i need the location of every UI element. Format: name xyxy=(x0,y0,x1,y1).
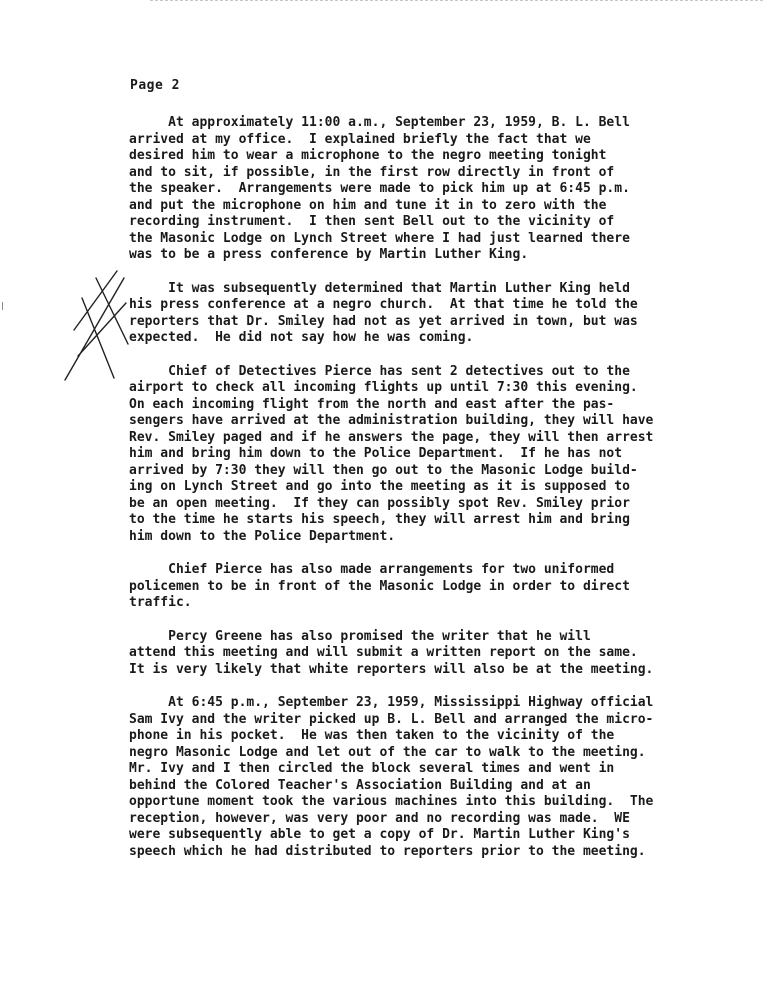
text-line: recording instrument. I then sent Bell out to the vicinity of xyxy=(129,214,615,229)
text-line: ing on Lynch Street and go into the meeting as it is supposed to xyxy=(129,479,630,494)
text-line: and to sit, if possible, in the first row directly in front of xyxy=(129,164,615,180)
text-line: reception, however, was very poor and no recording was made. WE xyxy=(129,810,630,826)
text-line: Percy Greene has also promised the writer that he will xyxy=(129,628,591,644)
text-line: At 6:45 p.m., September 23, 1959, Mississippi Highway official xyxy=(129,695,654,710)
text-line: the speaker. Arrangements were made to pick him up at 6:45 p.m. xyxy=(129,181,630,196)
handwritten-cross-mark xyxy=(62,268,132,383)
text-line: airport to check all incoming flights up until 7:30 this evening. xyxy=(129,380,638,395)
text-line: him down to the Police Department. xyxy=(129,528,396,544)
text-line: Chief Pierce has also made arrangements for two uniformed xyxy=(129,562,615,577)
text-line: traffic. xyxy=(129,595,192,610)
text-line: desired him to wear a microphone to the negro meeting tonight xyxy=(129,148,607,163)
text-line: be an open meeting. If they can possibly spot Rev. Smiley prior xyxy=(129,495,630,511)
paragraph xyxy=(129,562,739,612)
text-line: phone in his pocket. He was then taken to the vicinity of the xyxy=(129,728,615,743)
text-line: On each incoming flight from the north and east after the pas- xyxy=(129,396,615,412)
text-line: Chief of Detectives Pierce has sent 2 detectives out to the xyxy=(129,363,630,379)
text-line: were subsequently able to get a copy of Dr. Martin Luther King's xyxy=(129,827,630,842)
text-line: Rev. Smiley paged and if he answers the page, they will then arrest xyxy=(129,429,654,445)
text-line: the Masonic Lodge on Lynch Street where I had just learned there xyxy=(129,230,630,246)
text-line: his press conference at a negro church. At that time he told the xyxy=(129,297,638,312)
margin-mark xyxy=(2,302,3,310)
text-line: opportune moment took the various machines into this building. The xyxy=(129,794,654,809)
text-line: sengers have arrived at the administration building, they will have xyxy=(129,413,654,428)
text-line: At approximately 11:00 a.m., September 23, 1959, B. L. Bell xyxy=(129,115,630,130)
text-line: It was subsequently determined that Martin Luther King held xyxy=(129,280,630,296)
paragraph xyxy=(129,281,739,347)
text-line: arrived by 7:30 they will then go out to the Masonic Lodge build- xyxy=(129,462,638,478)
text-line: reporters that Dr. Smiley had not as yet arrived in town, but was xyxy=(129,313,638,329)
text-line: speech which he had distributed to reporters prior to the meeting. xyxy=(129,843,646,859)
scan-edge-dots xyxy=(150,0,763,3)
text-line: and put the microphone on him and tune it in to zero with the xyxy=(129,197,607,213)
paragraph xyxy=(129,629,739,679)
text-line: negro Masonic Lodge and let out of the car to walk to the meeting. xyxy=(129,744,646,760)
letter-body xyxy=(129,115,739,877)
paragraph xyxy=(129,364,739,546)
text-line: expected. He did not say how he was coming. xyxy=(129,330,474,345)
text-line: was to be a press conference by Martin Luther King. xyxy=(129,247,529,262)
paragraph xyxy=(129,695,739,860)
text-line: Mr. Ivy and I then circled the block several times and went in xyxy=(129,761,615,776)
page-number-label: Page 2 xyxy=(130,78,180,93)
paragraph xyxy=(129,115,739,264)
text-line: Sam Ivy and the writer picked up B. L. Bell and arranged the micro- xyxy=(129,711,654,727)
text-line: him and bring him down to the Police Department. If he has not xyxy=(129,446,623,461)
text-line: arrived at my office. I explained briefly the fact that we xyxy=(129,131,591,147)
text-line: It is very likely that white reporters will also be at the meeting. xyxy=(129,661,654,677)
text-line: to the time he starts his speech, they will arrest him and bring xyxy=(129,512,630,527)
text-line: policemen to be in front of the Masonic Lodge in order to direct xyxy=(129,578,630,594)
text-line: behind the Colored Teacher's Association Building and at an xyxy=(129,777,591,793)
text-line: attend this meeting and will submit a written report on the same. xyxy=(129,645,638,660)
